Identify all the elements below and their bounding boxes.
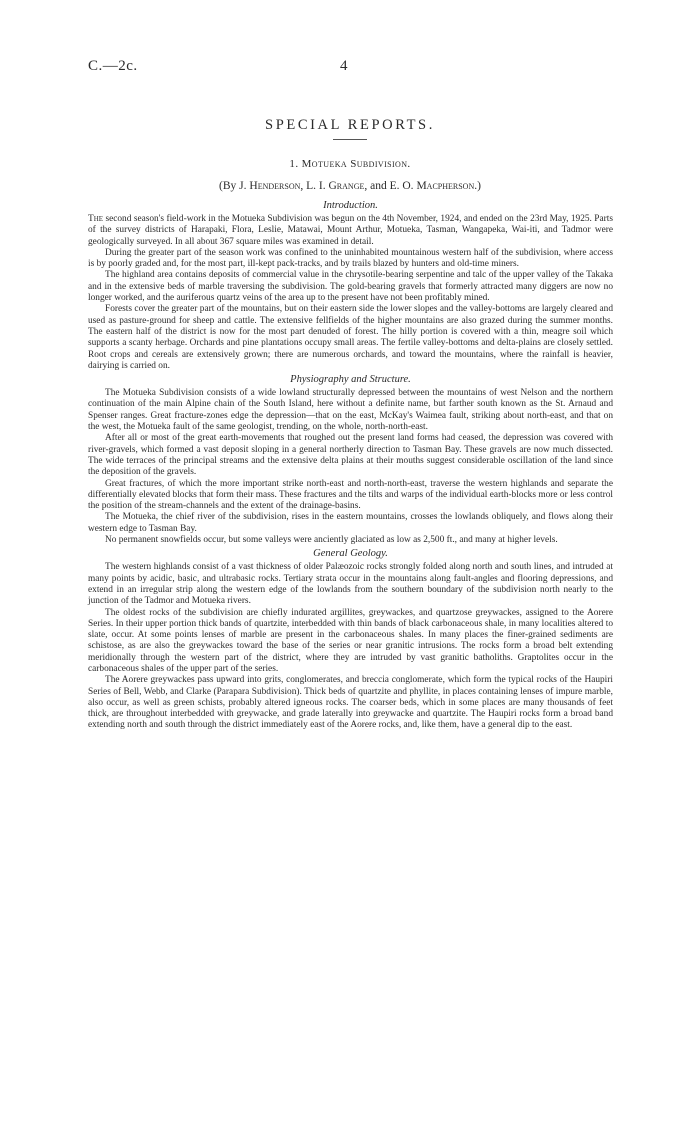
report-reference: C.—2c. bbox=[88, 58, 138, 74]
subdivision-heading: 1. Motueka Subdivision. bbox=[289, 158, 411, 170]
page-number: 4 bbox=[340, 58, 348, 74]
intro-lead-word: The bbox=[88, 214, 104, 224]
intro-paragraph-1 bbox=[88, 214, 613, 248]
intro-paragraph-4: Forests cover the greater part of the mountains, but on their eastern side the lower slopes and the valley-bottoms are largely cleared and used as pasture-ground for sheep and cattle. The extensive fellfields of the higher mountains are also grazed during the summer months. The eastern half of the district is now for the most part denuded of forest. The hilly portion is covered with a thin, meagre soil which supports a scanty herbage. Orchards and pine plantations occupy small areas. The fertile valley-bottoms and delta-plains are closely settled. Root crops and cereals are extensively grown; there are numerous orchards, and toward the mountains, where the rainfall is heavier, dairying is carried on. bbox=[88, 304, 613, 371]
physio-paragraph-5: No permanent snowfields occur, but some valleys were anciently glaciated as low as 2,500 ft., and many at higher levels. bbox=[105, 535, 558, 546]
geology-paragraph-1: The western highlands consist of a vast thickness of older Palæozoic rocks strongly folded along north and south lines, and intruded at many points by acidic, basic, and ultrabasic rocks. Tertiary strata occur in the mountains along fault-angles and flooring depressions, and extend in an irregular strip along the western edge of the lowlands from the southern boundary of the subdivision north nearly to the junction of the Tadmor and Motueka rivers. bbox=[88, 562, 613, 607]
author-henderson: Henderson bbox=[249, 180, 301, 192]
section-heading-introduction: Introduction. bbox=[323, 200, 378, 211]
title-rule bbox=[333, 139, 367, 140]
intro-paragraph-3: The highland area contains deposits of commercial value in the chrysotile-bearing serpentine and talc of the upper valley of the Takaka and in the extensive beds of marble traversing the subdivision. The gold-bearing gravels that formerly attracted many diggers are now no longer worked, and the auriferous quartz veins of the area up to the present have not been profitably mined. bbox=[88, 270, 613, 304]
authors-prefix: (By J. bbox=[219, 180, 250, 192]
authors-line bbox=[0, 180, 700, 192]
report-body bbox=[88, 198, 613, 732]
section-heading-physiography: Physiography and Structure. bbox=[290, 374, 411, 386]
geology-paragraph-2: The oldest rocks of the subdivision are chiefly indurated argillites, greywackes, and quartzose greywackes, assigned to the Aorere Series. In their upper portion thick bands of quartzite, interbedded with thin bands of black carbonaceous shale, in many localities altered to slate, occur. At some points lenses of marble are present in the carbonaceous shales. In many places the finer-grained sediments are schistose, as are also the greywackes toward the base of the series or near granitic intrusions. The rocks form a broad belt extending meridionally through the western part of the district, where they are intruded by vast granitic batholiths. Graptolites occur in the carbonaceous shales of the upper part of the series. bbox=[88, 607, 613, 674]
authors-suffix: .) bbox=[474, 180, 481, 192]
physio-paragraph-4: The Motueka, the chief river of the subdivision, rises in the eastern mountains, crosses the lowlands obliquely, and flows along their western edge to Tasman Bay. bbox=[88, 512, 613, 534]
authors-sep-2: , and E. O. bbox=[364, 180, 417, 192]
intro-paragraph-1-text: second season's field-work in the Motueka Subdivision was begun on the 4th November, 1924, and ended on the 23rd May, 1925. Parts of the survey districts of Harapaki, Flora, Leslie, Matawai, Mount Arthur, Motueka, Tasman, Wangapeka, Wai-iti, and Tadmor were geologically surveyed. In all about 367 square miles was examined in detail. bbox=[88, 214, 613, 247]
page-title: SPECIAL REPORTS. bbox=[265, 117, 435, 133]
intro-paragraph-2: During the greater part of the season work was confined to the uninhabited mountainous western half of the subdivision, where access is by poorly graded and, for the most part, ill-kept pack-tracks, and by trails blazed by hunters and old-time miners. bbox=[88, 247, 613, 270]
physio-paragraph-1: The Motueka Subdivision consists of a wide lowland structurally depressed between the mountains of west Nelson and the northern continuation of the main Alpine chain of the South Island, here without a definite name, but farther south known as the St. Arnaud and Spenser ranges. Great fracture-zones edge the depression—that on the east, McKay's Waimea fault, striking about north-east, and that on the west, the Motueka fault of the same geologist, trending, on the whole, north-north-east. bbox=[88, 388, 613, 433]
geology-paragraph-3: The Aorere greywackes pass upward into grits, conglomerates, and breccia conglomerate, which form the typical rocks of the Haupiri Series of Bell, Webb, and Clarke (Parapara Subdivision). Thick beds of quartzite and phyllite, in places containing lenses of impure marble, also occur, as well as green schists, probably altered igneous rocks. The coarser beds, which in some places are many thousands of feet thick, are throughout interbedded with greywacke, and grade laterally into greywacke and quartzite. The Haupiri rocks form a broad band extending north and south through the district immediately east of the Aorere rocks, and, like them, have a general dip to the east. bbox=[88, 675, 613, 731]
author-grange: Grange bbox=[328, 180, 365, 192]
physio-paragraph-3: Great fractures, of which the more important strike north-east and north-north-east, traverse the western highlands and separate the differentially elevated blocks that form their mass. These fractures and the tilts and warps of the individual earth-blocks more or less control the position of the stream-channels and the extent of the drainage-basins. bbox=[88, 478, 613, 512]
section-heading-geology: General Geology. bbox=[313, 548, 388, 560]
physio-paragraph-2: After all or most of the great earth-movements that roughed out the present land forms had ceased, the depression was covered with river-gravels, which formed a vast deposit sloping in a general northerly direction to Tasman Bay. These gravels are now much dissected. The wide terraces of the principal streams and the extensive delta plains at their mouths suggest considerable oscillation of the land since the deposition of the gravels. bbox=[88, 433, 613, 478]
authors-sep-1: , L. I. bbox=[300, 180, 329, 192]
author-macpherson: Macpherson bbox=[416, 180, 475, 192]
